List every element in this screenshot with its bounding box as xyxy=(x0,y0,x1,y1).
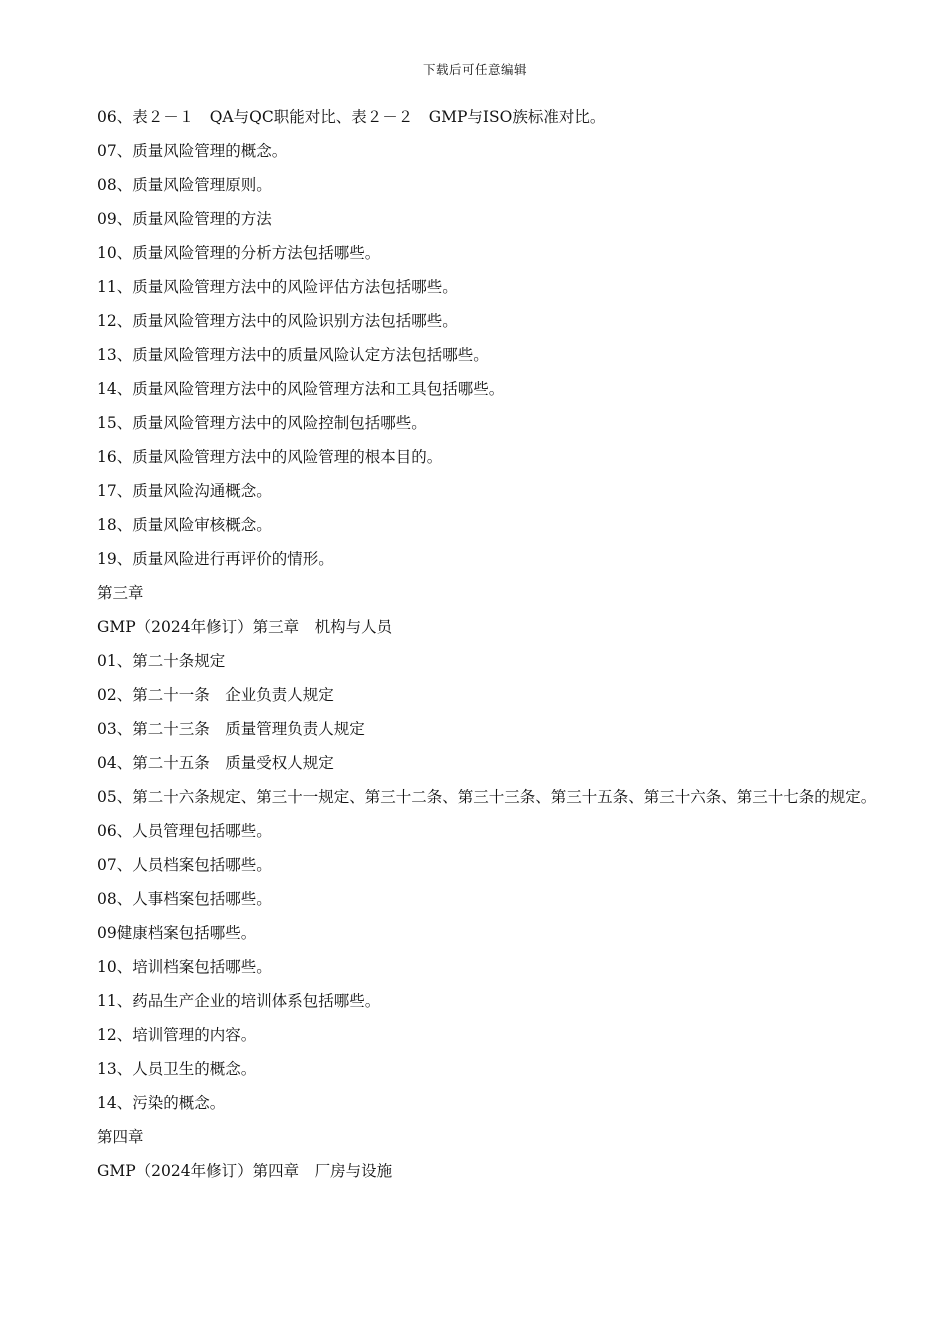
list-item: 19、质量风险进行再评价的情形。 xyxy=(97,550,334,568)
chapter-title: GMP（2024年修订）第三章 机构与人员 xyxy=(97,618,393,636)
chapter-heading: 第四章 xyxy=(97,1128,144,1146)
list-item: 18、质量风险审核概念。 xyxy=(97,516,272,534)
list-item: 04、第二十五条 质量受权人规定 xyxy=(97,754,334,772)
list-item: 13、质量风险管理方法中的质量风险认定方法包括哪些。 xyxy=(97,346,489,364)
list-item: 10、培训档案包括哪些。 xyxy=(97,958,272,976)
list-item: 03、第二十三条 质量管理负责人规定 xyxy=(97,720,365,738)
list-item: 06、人员管理包括哪些。 xyxy=(97,822,272,840)
list-item: 14、质量风险管理方法中的风险管理方法和工具包括哪些。 xyxy=(97,380,505,398)
list-item: 05、第二十六条规定、第三十一规定、第三十二条、第三十三条、第三十五条、第三十六条、第三十七条的规定。 xyxy=(97,788,877,806)
list-item: 11、药品生产企业的培训体系包括哪些。 xyxy=(97,992,381,1010)
list-item: 11、质量风险管理方法中的风险评估方法包括哪些。 xyxy=(97,278,458,296)
list-item: 15、质量风险管理方法中的风险控制包括哪些。 xyxy=(97,414,427,432)
list-item: 08、质量风险管理原则。 xyxy=(97,176,272,194)
chapter-title: GMP（2024年修订）第四章 厂房与设施 xyxy=(97,1162,393,1180)
list-item: 02、第二十一条 企业负责人规定 xyxy=(97,686,334,704)
list-item: 01、第二十条规定 xyxy=(97,652,226,670)
list-item: 07、质量风险管理的概念。 xyxy=(97,142,288,160)
list-item: 09、质量风险管理的方法 xyxy=(97,210,272,228)
list-item: 14、污染的概念。 xyxy=(97,1094,226,1112)
list-item: 13、人员卫生的概念。 xyxy=(97,1060,257,1078)
list-item: 17、质量风险沟通概念。 xyxy=(97,482,272,500)
list-item: 16、质量风险管理方法中的风险管理的根本目的。 xyxy=(97,448,443,466)
list-item: 10、质量风险管理的分析方法包括哪些。 xyxy=(97,244,381,262)
list-item: 12、质量风险管理方法中的风险识别方法包括哪些。 xyxy=(97,312,458,330)
chapter-heading: 第三章 xyxy=(97,584,144,602)
list-item: 09健康档案包括哪些。 xyxy=(97,924,257,942)
list-item: 07、人员档案包括哪些。 xyxy=(97,856,272,874)
page-header: 下载后可任意编辑 xyxy=(422,62,527,77)
list-item: 08、人事档案包括哪些。 xyxy=(97,890,272,908)
list-item: 06、表２－１ QA与QC职能对比、表２－２ GMP与ISO族标准对比。 xyxy=(97,108,606,126)
document-body xyxy=(97,105,877,1193)
list-item: 12、培训管理的内容。 xyxy=(97,1026,257,1044)
